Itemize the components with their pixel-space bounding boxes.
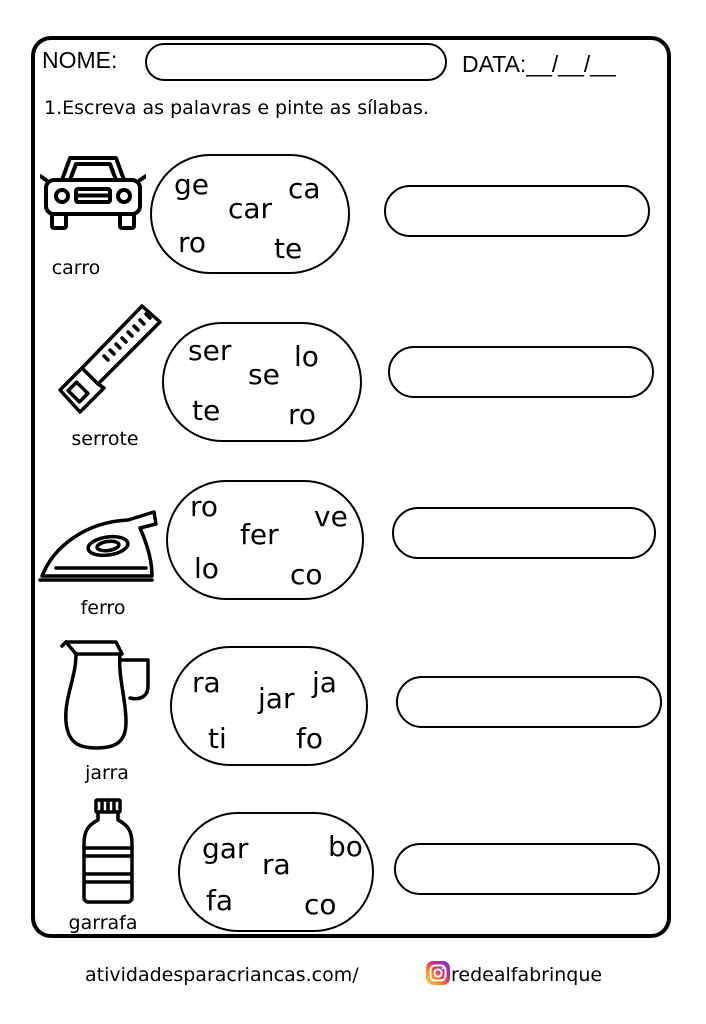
- syllable[interactable]: ro: [190, 490, 219, 523]
- syllable[interactable]: fa: [206, 884, 234, 917]
- syllable[interactable]: ro: [288, 398, 317, 431]
- word-caption: jarra: [85, 762, 129, 784]
- instagram-icon: [425, 960, 451, 986]
- instruction-text: 1.Escreva as palavras e pinte as sílabas.: [44, 97, 429, 119]
- syllable-cloud: [178, 812, 374, 932]
- answer-field[interactable]: [388, 346, 654, 398]
- syllable[interactable]: car: [228, 192, 273, 225]
- word-caption: carro: [51, 257, 101, 279]
- answer-field[interactable]: [394, 843, 660, 895]
- syllable[interactable]: fer: [240, 518, 279, 551]
- name-field[interactable]: [145, 43, 447, 81]
- syllable[interactable]: lo: [294, 340, 319, 373]
- syllable[interactable]: ja: [312, 666, 337, 699]
- syllable[interactable]: ge: [174, 168, 209, 201]
- syllable[interactable]: ti: [208, 722, 227, 755]
- syllable[interactable]: co: [304, 888, 337, 921]
- syllable[interactable]: bo: [328, 830, 363, 863]
- answer-field[interactable]: [384, 185, 650, 237]
- jug-icon: [60, 638, 156, 752]
- car-icon: [40, 150, 146, 236]
- syllable-cloud: [150, 154, 350, 274]
- syllable-cloud: [162, 322, 362, 442]
- answer-field[interactable]: [392, 507, 656, 559]
- syllable[interactable]: co: [290, 558, 323, 591]
- syllable-cloud: [170, 646, 368, 766]
- saw-icon: [52, 302, 162, 418]
- word-caption: ferro: [80, 597, 126, 619]
- syllable[interactable]: ser: [188, 334, 232, 367]
- word-caption: serrote: [71, 428, 139, 450]
- syllable[interactable]: ro: [178, 226, 207, 259]
- syllable[interactable]: se: [248, 358, 280, 391]
- name-label: NOME:: [42, 47, 118, 73]
- bottle-icon: [80, 798, 136, 904]
- iron-icon: [36, 506, 160, 586]
- syllable[interactable]: ra: [192, 666, 221, 699]
- syllable[interactable]: te: [274, 232, 303, 265]
- date-label: DATA:__/__/__: [462, 51, 616, 77]
- syllable[interactable]: jar: [258, 682, 295, 715]
- instagram-handle[interactable]: redealfabrinque: [451, 964, 603, 986]
- syllable[interactable]: ra: [262, 848, 291, 881]
- website-link[interactable]: atividadesparacriancas.com/: [85, 964, 359, 986]
- syllable-cloud: [166, 480, 364, 600]
- syllable[interactable]: ve: [314, 500, 348, 533]
- answer-field[interactable]: [396, 676, 662, 728]
- syllable[interactable]: lo: [194, 552, 219, 585]
- syllable[interactable]: ca: [288, 172, 321, 205]
- syllable[interactable]: fo: [296, 722, 323, 755]
- syllable[interactable]: gar: [202, 832, 249, 865]
- word-caption: garrafa: [68, 912, 138, 934]
- syllable[interactable]: te: [192, 394, 221, 427]
